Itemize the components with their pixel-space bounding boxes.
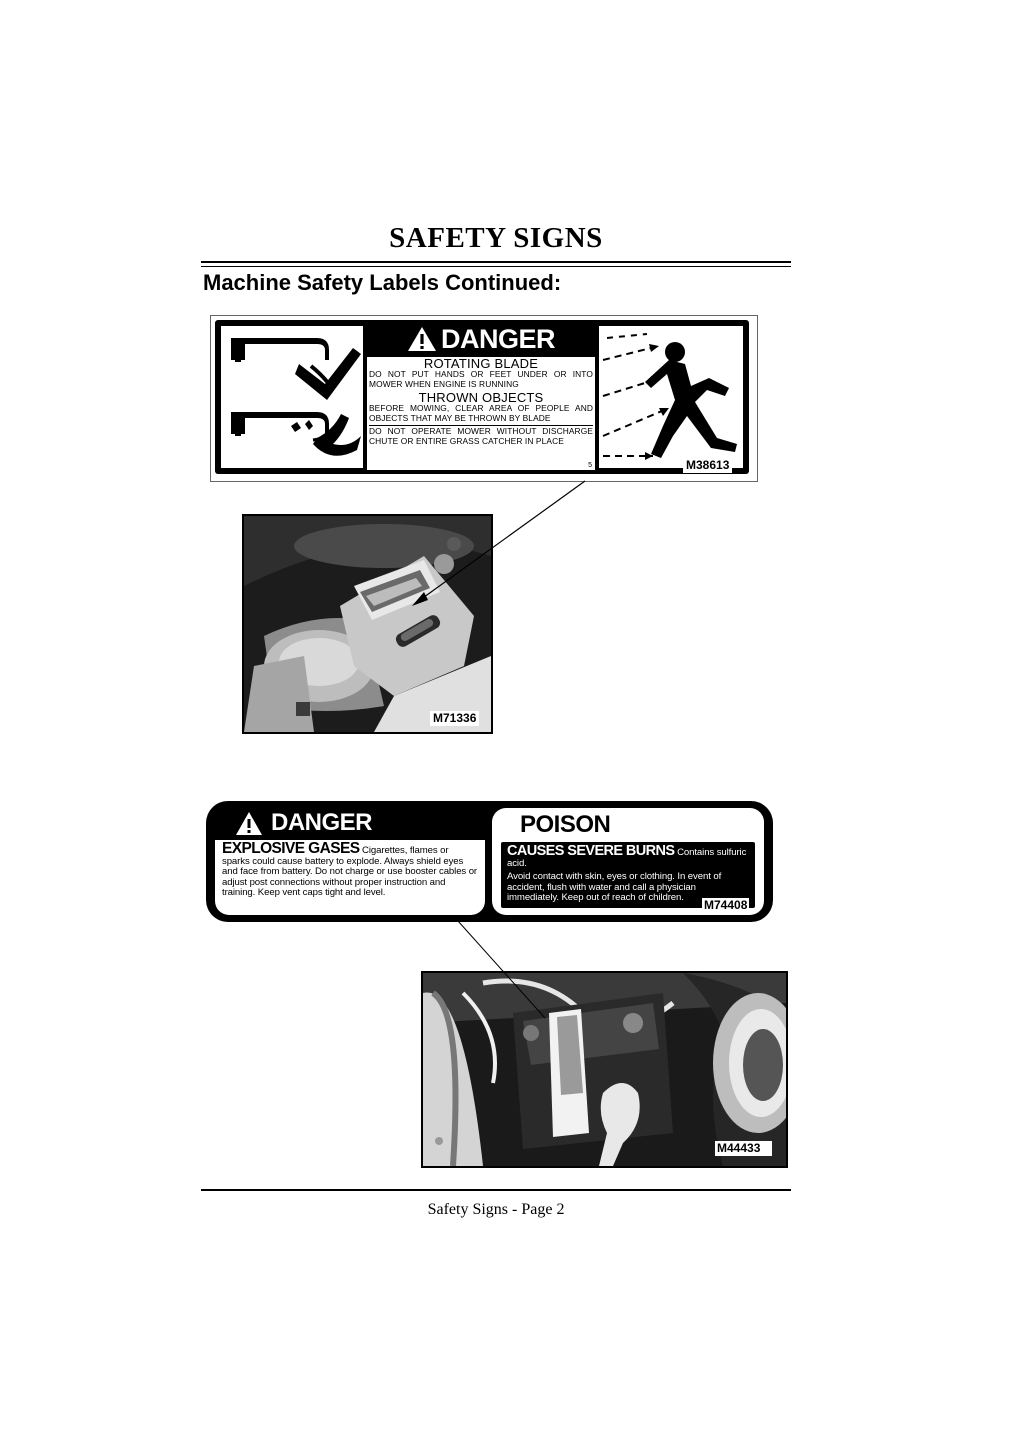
thrown-objects-text: BEFORE MOWING, CLEAR AREA OF PEOPLE AND OBJECTS THAT MAY BE THROWN BY BLADE — [369, 403, 593, 423]
battery-danger-signal-word: DANGER — [271, 809, 373, 836]
warning-triangle-icon — [235, 811, 263, 836]
page-footer: Safety Signs - Page 2 — [427, 1201, 565, 1218]
severe-burns-lead: Contains sulfuric acid. — [507, 847, 747, 869]
severe-burns-text: Avoid contact with skin, eyes or clothing. In event of accident, flush with water and call a physician immediately. Keep out of reach of children. — [507, 871, 722, 904]
header-rule-thin — [201, 266, 791, 267]
explosive-gases-heading: EXPLOSIVE GASES — [222, 840, 360, 857]
blade-photo-code: M71336 — [430, 711, 479, 726]
poison-signal-word: POISON — [520, 811, 611, 838]
page-title: SAFETY SIGNS — [389, 222, 603, 254]
discharge-chute-text: DO NOT OPERATE MOWER WITHOUT DISCHARGE CHUTE OR ENTIRE GRASS CATCHER IN PLACE — [369, 426, 593, 446]
battery-photo-code: M44433 — [715, 1141, 772, 1156]
blade-signal-word: DANGER — [440, 324, 555, 354]
explosive-gases-text: could cause battery to explode. Always shield eyes and face from battery. Do not charge or use booster cables or adjust post connections without proper instruction and training. Keep vent caps tight and level. — [222, 855, 478, 899]
footer-rule — [201, 1189, 791, 1191]
battery-danger-label — [206, 801, 773, 922]
label-mark: 5 — [588, 462, 592, 469]
section-heading: Machine Safety Labels Continued: — [203, 270, 562, 295]
thrown-objects-heading: THROWN OBJECTS — [418, 390, 544, 405]
severe-burns-heading: CAUSES SEVERE BURNS — [507, 843, 675, 859]
thrown-objects-pictogram-icon — [599, 326, 743, 468]
blade-label-code: M38613 — [683, 458, 732, 473]
rotating-blade-heading: ROTATING BLADE — [423, 356, 539, 371]
hand-foot-pictogram-icon — [221, 326, 363, 468]
battery-label-location-photo — [421, 971, 788, 1168]
header-rule — [201, 261, 791, 263]
explosive-gases-lead: Cigarettes, flames or sparks — [222, 845, 449, 867]
rotating-blade-text: DO NOT PUT HANDS OR FEET UNDER OR INTO MOWER WHEN ENGINE IS RUNNING — [369, 369, 593, 389]
battery-label-code: M74408 — [704, 898, 748, 912]
blade-label-location-photo — [242, 514, 493, 734]
warning-triangle-icon — [407, 326, 437, 352]
blade-danger-label — [215, 320, 749, 474]
